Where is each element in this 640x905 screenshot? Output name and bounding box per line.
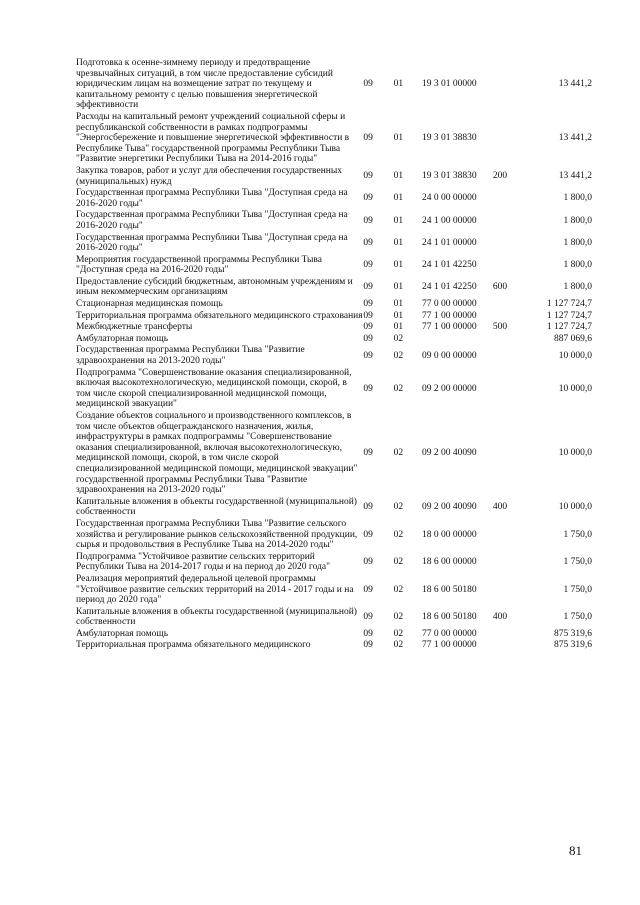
row-target-article-code: 77 0 00 00000 <box>422 628 477 639</box>
row-section-code: 09 <box>363 282 373 293</box>
table-row <box>76 166 592 188</box>
row-expense-type-code <box>493 299 527 311</box>
row-expense-type-code: 400 <box>492 611 508 622</box>
row-target-article-code: 24 0 00 00000 <box>422 193 477 204</box>
row-expense-type-code <box>493 334 527 346</box>
row-name-cell: Территориальная программа обязательного медицинского <box>76 640 311 651</box>
row-subsection-code: 02 <box>393 383 404 394</box>
row-section-code: 09 <box>363 529 373 540</box>
row-name-cell: Подготовка к осенне-зимнему периоду и предотвращение чрезвычайных ситуаций, в том числе предоставление субсидий юридическим лицам на возмещение затрат по текущему и капитальному ремонту с целью повышения энергетической эффективности <box>76 58 333 111</box>
row-section-code: 09 <box>363 383 373 394</box>
row-name-cell: Межбюджетные трансферты <box>76 322 193 333</box>
budget-table-body <box>76 58 592 652</box>
row-amount: 10 000,0 <box>558 383 592 394</box>
row-name-cell: Государственная программа Республики Тыва "Доступная среда на 2016-2020 годы" <box>76 210 348 231</box>
row-subsection-code: 02 <box>393 640 404 651</box>
table-row <box>76 607 592 629</box>
row-amount: 13 441,2 <box>558 133 592 144</box>
row-name-cell: Капитальные вложения в объекты государственной (муниципальной) собственности <box>76 606 357 628</box>
row-expense-type-code: 200 <box>492 171 508 182</box>
row-expense-type-code <box>493 640 527 652</box>
row-name-cell: Реализация мероприятий федеральной целевой программы "Устойчивое развитие сельских территорий на 2014 - 2017 годы и на период до 2020 года" <box>76 573 354 606</box>
row-amount: 1 127 724,7 <box>546 299 592 310</box>
row-subsection-code: 02 <box>393 611 404 622</box>
row-name-cell: Подпрограмма "Совершенствование оказания специализированной, включая высокотехнологическую, медицинской помощи, скорой, в том числе скорой специализированной медицинской помощи, медицинской эвакуации" <box>76 367 352 410</box>
row-expense-type-code <box>493 233 527 255</box>
table-row <box>76 552 592 574</box>
row-amount: 1 800,0 <box>563 259 592 270</box>
row-amount: 1 750,0 <box>563 584 592 595</box>
row-expense-type-code <box>493 58 527 112</box>
row-subsection-code: 01 <box>393 237 404 248</box>
row-amount: 10 000,0 <box>558 350 592 361</box>
row-section-code: 09 <box>363 310 373 321</box>
row-section-code: 09 <box>363 611 373 622</box>
row-target-article-code: 09 2 00 40090 <box>422 502 477 513</box>
row-amount: 1 750,0 <box>563 529 592 540</box>
row-expense-type-code <box>493 629 527 641</box>
row-subsection-code: 02 <box>393 628 404 639</box>
table-row <box>76 345 592 367</box>
row-expense-type-code <box>493 411 527 497</box>
row-amount: 1 800,0 <box>563 282 592 293</box>
table-row <box>76 311 592 323</box>
row-section-code: 09 <box>363 215 373 226</box>
row-expense-type-code <box>493 255 527 277</box>
row-amount: 887 069,6 <box>554 333 592 344</box>
table-row <box>76 334 592 346</box>
row-subsection-code: 01 <box>393 282 404 293</box>
table-row <box>76 322 592 334</box>
table-row <box>76 233 592 255</box>
row-target-article-code: 09 0 00 00000 <box>422 350 477 361</box>
row-amount: 1 800,0 <box>563 193 592 204</box>
table-row <box>76 188 592 210</box>
row-section-code: 09 <box>363 333 373 344</box>
row-amount: 1 750,0 <box>563 557 592 568</box>
table-row <box>76 629 592 641</box>
row-section-code: 09 <box>363 640 373 651</box>
row-name-cell: Амбулаторная помощь <box>76 333 169 344</box>
table-row <box>76 112 592 166</box>
row-expense-type-code: 400 <box>492 502 508 513</box>
row-expense-type-code <box>493 574 527 607</box>
row-name-cell: Стационарная медицинская помощь <box>76 299 223 310</box>
row-name-cell: Расходы на капитальный ремонт учреждений социальной сферы и республиканской собственности в рамках подпрограммы "Энергосбережение и повышение энергетической эффективности в Республике Тыва" государственной программы Республики Тыва "Развитие энергетики Республики Тыва на 2014-2016 годы" <box>76 111 350 165</box>
table-row <box>76 368 592 411</box>
row-name-cell: Подпрограмма "Устойчивое развитие сельских территорий Республики Тыва на 2014-2017 годы и на период до 2020 года" <box>76 551 330 573</box>
row-expense-type-code <box>493 112 527 166</box>
table-row <box>76 497 592 519</box>
row-subsection-code: 02 <box>393 529 404 540</box>
row-name-cell: Закупка товаров, работ и услуг для обеспечения государственных (муниципальных) нужд <box>76 165 343 187</box>
row-section-code: 09 <box>363 322 373 333</box>
row-subsection-code: 01 <box>393 259 404 270</box>
row-target-article-code: 24 1 00 00000 <box>422 215 477 226</box>
row-subsection-code: 02 <box>393 448 404 459</box>
row-subsection-code: 02 <box>393 502 404 513</box>
row-target-article-code: 77 1 00 00000 <box>422 640 477 651</box>
row-section-code: 09 <box>363 237 373 248</box>
budget-table <box>76 58 592 652</box>
row-target-article-code: 09 2 00 00000 <box>422 383 477 394</box>
row-section-code: 09 <box>363 79 373 90</box>
table-row <box>76 574 592 607</box>
page-number: 81 <box>569 843 582 858</box>
row-target-article-code: 77 1 00 00000 <box>422 322 477 333</box>
row-section-code: 09 <box>363 448 373 459</box>
row-subsection-code: 02 <box>393 333 404 344</box>
row-target-article-code: 77 0 00 00000 <box>422 299 477 310</box>
row-expense-type-code <box>493 519 527 552</box>
row-name-cell: Мероприятия государственной программы Республики Тыва "Доступная среда на 2016-2020 годы" <box>76 254 322 276</box>
row-name-cell: Государственная программа Республики Тыва "Развитие сельского хозяйства и регулирование рынков сельскохозяйственной продукции, сырья и продовольствия в Республике Тыва на 2014-2020 годы" <box>76 518 358 551</box>
row-subsection-code: 01 <box>393 322 404 333</box>
row-target-article-code: 19 3 01 00000 <box>422 79 477 90</box>
row-amount: 1 750,0 <box>563 611 592 622</box>
row-expense-type-code: 600 <box>492 282 508 293</box>
row-subsection-code: 02 <box>393 350 404 361</box>
row-target-article-code: 18 0 00 00000 <box>422 529 477 540</box>
row-section-code: 09 <box>363 171 373 182</box>
row-subsection-code: 01 <box>393 193 404 204</box>
row-name-cell: Создание объектов социального и производственного комплексов, в том числе объектов общегражданского назначения, жилья, инфраструктуры в рамках подпрограммы "Совершенствование оказания специализированной, включая высокотехнологическую, медицинской помощи, скорой, в том числе скорой специализированной медицинской помощи, медицинской эвакуации" государственной программы Республики Тыва "Развитие здравоохранения на 2013-2020 годы" <box>76 411 358 496</box>
row-name-cell: Государственная программа Республики Тыва "Доступная среда на 2016-2020 годы" <box>76 232 348 254</box>
row-subsection-code: 01 <box>393 299 404 310</box>
row-target-article-code: 18 6 00 00000 <box>422 557 477 568</box>
table-row <box>76 277 592 299</box>
row-amount: 13 441,2 <box>558 171 592 182</box>
row-amount: 875 319,6 <box>554 640 592 651</box>
row-target-article-code: 24 1 01 42250 <box>422 282 477 293</box>
row-section-code: 09 <box>363 628 373 639</box>
row-subsection-code: 01 <box>393 215 404 226</box>
row-amount: 13 441,2 <box>558 79 592 90</box>
table-row <box>76 411 592 497</box>
row-section-code: 09 <box>363 584 373 595</box>
row-name-cell: Территориальная программа обязательного медицинского страхования <box>76 310 363 321</box>
table-row <box>76 519 592 552</box>
row-target-article-code: 09 2 00 40090 <box>422 448 477 459</box>
row-subsection-code: 01 <box>393 171 404 182</box>
row-amount: 1 127 724,7 <box>546 310 592 321</box>
row-subsection-code: 02 <box>393 584 404 595</box>
table-row <box>76 58 592 112</box>
row-target-article-code: 77 1 00 00000 <box>422 310 477 321</box>
row-target-article-code: 24 1 01 00000 <box>422 237 477 248</box>
row-expense-type-code <box>493 311 527 323</box>
row-target-article-code: 19 3 01 38830 <box>422 133 477 144</box>
row-subsection-code: 01 <box>393 79 404 90</box>
row-target-article-code <box>422 334 493 346</box>
row-amount: 1 127 724,7 <box>546 322 592 333</box>
table-row <box>76 210 592 232</box>
row-section-code: 09 <box>363 299 373 310</box>
row-amount: 1 800,0 <box>563 237 592 248</box>
row-target-article-code: 19 3 01 38830 <box>422 171 477 182</box>
table-row <box>76 299 592 311</box>
row-subsection-code: 01 <box>393 133 404 144</box>
row-name-cell: Капитальные вложения в объекты государственной (муниципальной) собственности <box>76 496 357 518</box>
row-subsection-code: 02 <box>393 557 404 568</box>
row-name-cell: Предоставление субсидий бюджетным, автономным учреждениям и иным некоммерческим организациям <box>76 276 353 298</box>
row-name-cell: Амбулаторная помощь <box>76 628 169 639</box>
row-amount: 875 319,6 <box>554 628 592 639</box>
row-section-code: 09 <box>363 557 373 568</box>
table-row <box>76 255 592 277</box>
row-section-code: 09 <box>363 259 373 270</box>
row-amount: 10 000,0 <box>558 448 592 459</box>
row-amount: 1 800,0 <box>563 215 592 226</box>
row-expense-type-code <box>493 188 527 210</box>
row-target-article-code: 24 1 01 42250 <box>422 259 477 270</box>
row-name-cell: Государственная программа Республики Тыва "Доступная среда на 2016-2020 годы" <box>76 188 348 209</box>
row-expense-type-code <box>493 210 527 232</box>
row-name-cell: Государственная программа Республики Тыва "Развитие здравоохранения на 2013-2020 годы" <box>76 345 305 367</box>
row-section-code: 09 <box>363 133 373 144</box>
row-section-code: 09 <box>363 350 373 361</box>
table-row <box>76 640 592 652</box>
row-section-code: 09 <box>363 502 373 513</box>
row-subsection-code: 01 <box>393 310 404 321</box>
row-expense-type-code <box>493 552 527 574</box>
row-expense-type-code <box>493 368 527 411</box>
row-expense-type-code: 500 <box>492 322 508 333</box>
row-section-code: 09 <box>363 193 373 204</box>
row-target-article-code: 18 6 00 50180 <box>422 584 477 595</box>
row-target-article-code: 18 6 00 50180 <box>422 611 477 622</box>
row-amount: 10 000,0 <box>558 502 592 513</box>
row-expense-type-code <box>493 345 527 367</box>
